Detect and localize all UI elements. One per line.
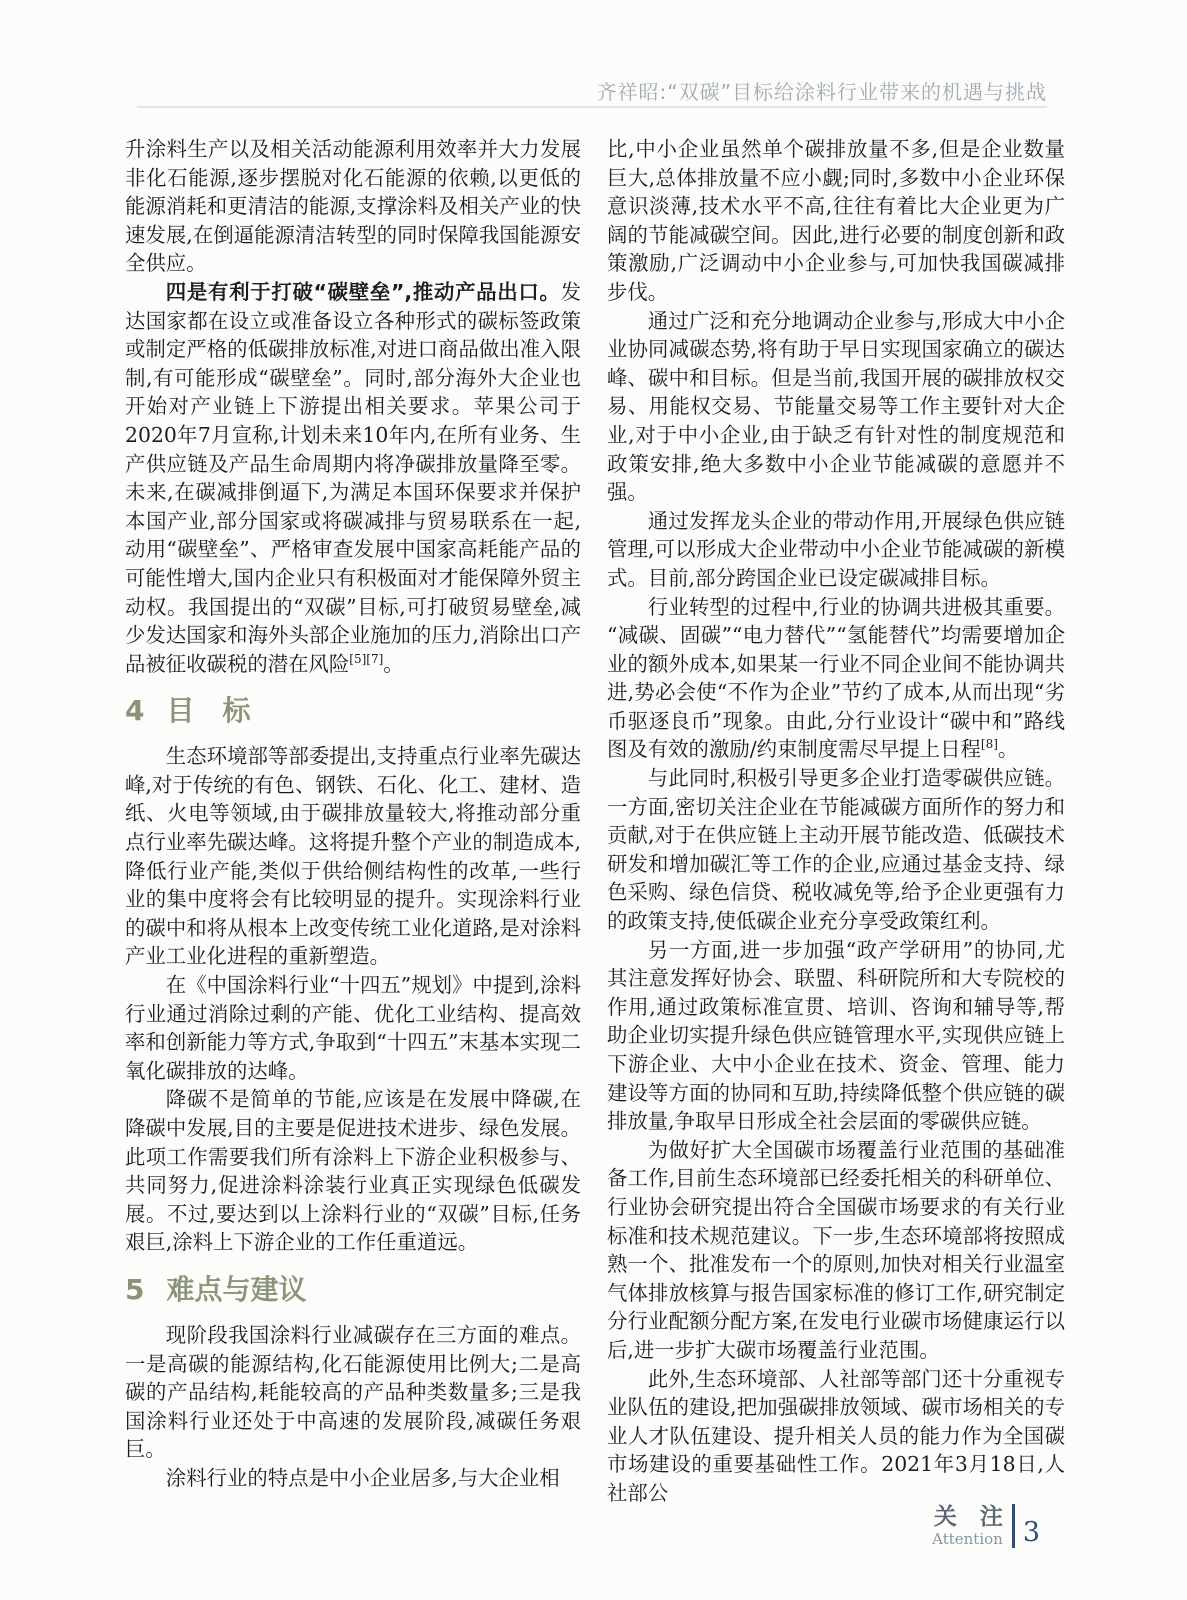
section-heading-goals [125, 694, 581, 728]
paragraph: 现阶段我国涂料行业减碳存在三方面的难点。一是高碳的能源结构,化石能源使用比例大;二是高碳的产品结构,耗能较高的产品种类数量多;三是我国涂料行业还处于中高速的发展阶段,减碳任务艰巨。 [125, 1322, 581, 1462]
paragraph-text: 。 [997, 737, 1019, 762]
section-number: 4 [125, 694, 145, 728]
paragraph [125, 278, 581, 678]
left-column [125, 135, 581, 1508]
paragraph: 另一方面,进一步加强“政产学研用”的协同,尤其注意发挥好协会、联盟、科研院所和大专院校的作用,通过政策标准宣贯、培训、咨询和辅导等,帮助企业切实提升绿色供应链管理水平,实现供应链上下游企业、大中小企业在技术、资金、管理、能力建设等方面的协同和互助,持续降低整个供应链的碳排放量,争取早日形成全社会层面的零碳供应链。 [607, 937, 1065, 1134]
paragraph: 在《中国涂料行业“十四五”规划》中提到,涂料行业通过消除过剩的产能、优化工业结构、提高效率和创新能力等方式,争取到“十四五”末基本实现二氧化碳排放的达峰。 [125, 973, 581, 1083]
paragraph: 降碳不是简单的节能,应该是在发展中降碳,在降碳中发展,目的主要是促进技术进步、绿色发展。此项工作需要我们所有涂料上下游企业积极参与、共同努力,促进涂料涂装行业真正实现绿色低碳发展。不过,要达到以上涂料行业的“双碳”目标,任务艰巨,涂料上下游企业的工作任重道远。 [125, 1087, 581, 1255]
paragraph: 比,中小企业虽然单个碳排放量不多,但是企业数量巨大,总体排放量不应小觑;同时,多数中小企业环保意识淡薄,技术水平不高,往往有着比大企业更为广阔的节能减碳空间。因此,进行必要的制度创新和政策激励,广泛调动中小企业参与,可加快我国碳减排步伐。 [607, 137, 1065, 304]
paragraph: 此外,生态环境部、人社部等部门还十分重视专业队伍的建设,把加强碳排放领域、碳市场相关的专业人才队伍建设、提升相关人员的能力作为全国碳市场建设的重要基础性工作。2021年3月18日,人社部公 [607, 1366, 1065, 1505]
header-rule [137, 106, 1047, 108]
paragraph: 为做好扩大全国碳市场覆盖行业范围的基础准备工作,目前生态环境部已经委托相关的科研单位、行业协会研究提出符合全国碳市场要求的有关行业标准和技术规范建议。下一步,生态环境部将按照成熟一个、批准发布一个的原则,加快对相关行业温室气体排放核算与报告国家标准的修订工作,研究制定分行业配额分配方案,在发电行业碳市场健康运行以后,进一步扩大碳市场覆盖行业范围。 [607, 1137, 1065, 1362]
paragraph: 涂料行业的特点是中小企业居多,与大企业相 [165, 1465, 560, 1490]
page-footer [932, 1504, 1040, 1548]
footer-divider [1012, 1504, 1015, 1548]
bold-lead: 四是有利于打破“碳壁垒”,推动产品出口。 [165, 279, 561, 304]
citation-ref: [5][7] [349, 651, 384, 666]
paragraph: 通过广泛和充分地调动企业参与,形成大中小企业协同减碳态势,将有助于早日实现国家确立的碳达峰、碳中和目标。但是当前,我国开展的碳排放权交易、用能权交易、节能量交易等工作主要针对大企业,对于中小企业,由于缺乏有针对性的制度规范和政策安排,绝大多数中小企业节能减碳的意愿并不强。 [607, 308, 1065, 505]
footer-section-label-en: Attention [932, 1530, 1003, 1548]
right-column [607, 135, 1065, 1508]
paragraph-text: 。 [383, 651, 404, 676]
footer-section-labels [932, 1504, 1003, 1548]
section-title: 难点与建议 [166, 1272, 307, 1306]
citation-ref: [8] [980, 737, 998, 752]
section-number: 5 [125, 1272, 145, 1306]
article-body [125, 135, 1065, 1508]
paragraph: 与此同时,积极引导更多企业打造零碳供应链。一方面,密切关注企业在节能减碳方面所作的努力和贡献,对于在供应链上主动开展节能改造、低碳技术研发和增加碳汇等工作的企业,应通过基金支持、绿色采购、绿色信贷、税收减免等,给予企业更强有力的政策支持,使低碳企业充分享受政策红利。 [607, 766, 1065, 934]
paragraph: 升涂料生产以及相关活动能源利用效率并大力发展非化石能源,逐步摆脱对化石能源的依赖,以更低的能源消耗和更清洁的能源,支撑涂料及相关产业的快速发展,在倒逼能源清洁转型的同时保障我国能源安全供应。 [125, 137, 581, 276]
footer-section-label-cn: 关 注 [933, 1504, 1003, 1530]
section-heading-difficulties [125, 1273, 581, 1307]
paragraph: 通过发挥龙头企业的带动作用,开展绿色供应链管理,可以形成大企业带动中小企业节能减碳的新模式。目前,部分跨国企业已设定碳减排目标。 [607, 508, 1065, 590]
running-title: 齐祥昭:“双碳”目标给涂料行业带来的机遇与挑战 [596, 80, 1047, 104]
paragraph-text: 发达国家都在设立或准备设立各种形式的碳标签政策或制定严格的低碳排放标准,对进口商品做出准入限制,有可能形成“碳壁垒”。同时,部分海外大企业也开始对产业链上下游提出相关要求。苹果公司于2020年7月宣称,计划未来10年内,在所有业务、生产供应链及产品生命周期内将净碳排放量降至零。未来,在碳减排倒逼下,为满足本国环保要求并保护本国产业,部分国家或将碳减排与贸易联系在一起,动用“碳壁垒”、严格审查发展中国家高耗能产品的可能性增大,国内企业只有积极面对才能保障外贸主动权。我国提出的“双碳”目标,可打破贸易壁垒,减少发达国家和海外头部企业施加的压力,消除出口产品被征收碳税的潜在风险 [125, 279, 581, 676]
paragraph: 生态环境部等部委提出,支持重点行业率先碳达峰,对于传统的有色、钢铁、石化、化工、建材、造纸、火电等领域,由于碳排放量较大,将推动部分重点行业率先碳达峰。这将提升整个产业的制造成本,降低行业产能,类似于供给侧结构性的改革,一些行业的集中度将会有比较明显的提升。实现涂料行业的碳中和将从根本上改变传统工业化道路,是对涂料产业工业化进程的重新塑造。 [125, 744, 581, 969]
paragraph-text: 行业转型的过程中,行业的协调共进极其重要。“减碳、固碳”“电力替代”“氢能替代”均需要增加企业的额外成本,如果某一行业不同企业间不能协调共进,势必会使“不作为企业”节约了成本,从而出现“劣币驱逐良币”现象。由此,分行业设计“碳中和”路线图及有效的激励/约束制度需尽早提上日程 [607, 594, 1065, 762]
paragraph [607, 593, 1065, 765]
page-number: 3 [1022, 1517, 1040, 1548]
section-title: 目 标 [166, 694, 251, 728]
